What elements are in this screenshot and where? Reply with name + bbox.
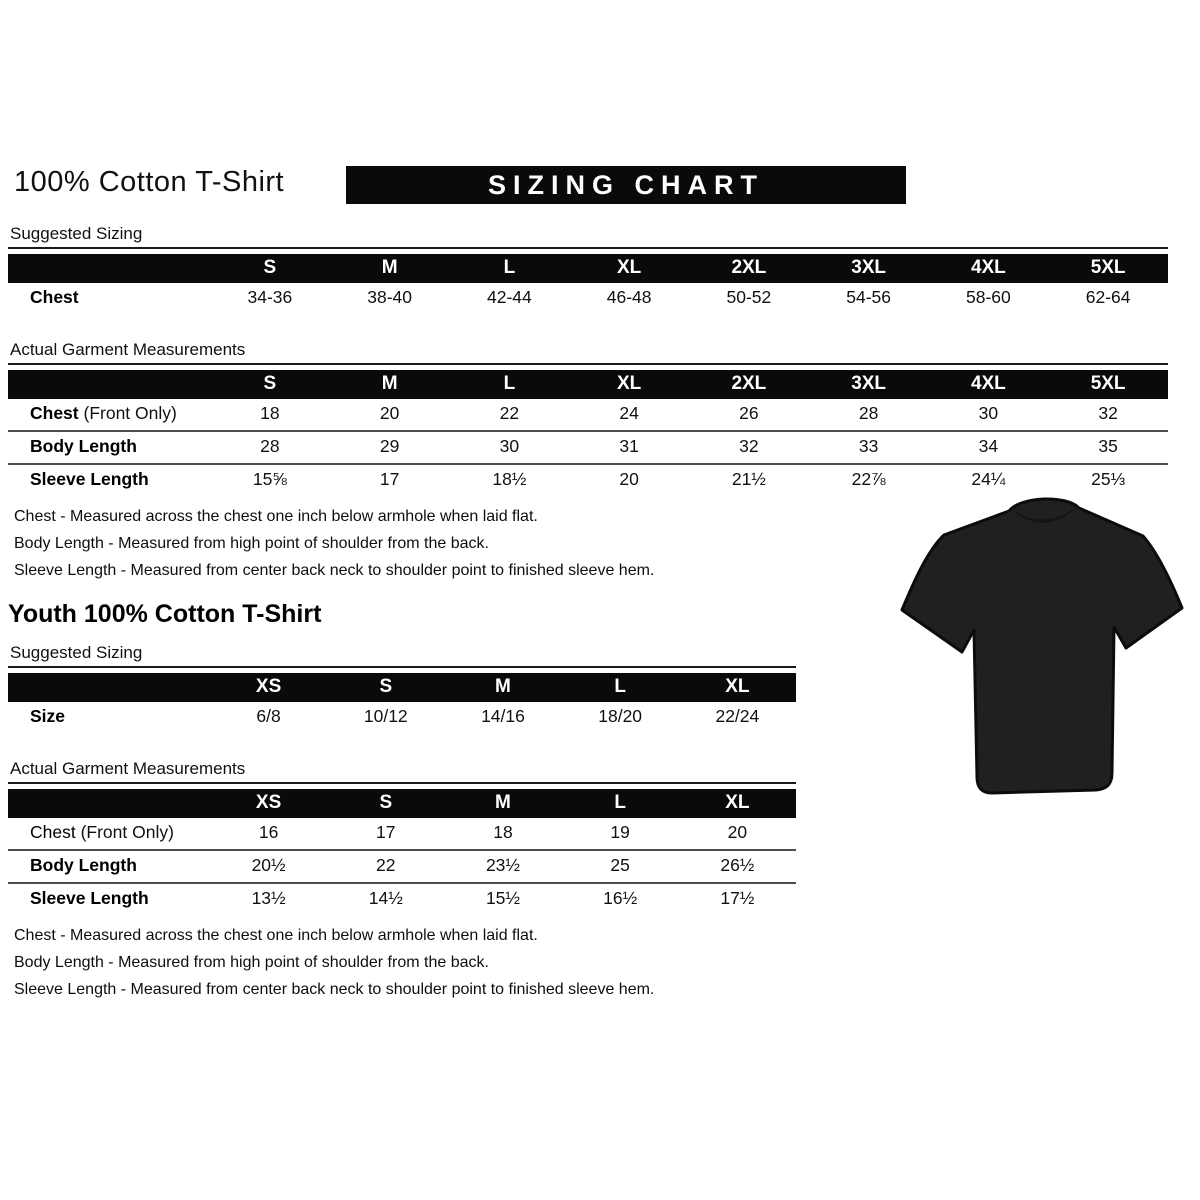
youth-section-title: Youth 100% Cotton T-Shirt	[8, 600, 322, 628]
adult-suggested-header-row	[8, 254, 1168, 283]
table-cell: 17	[330, 464, 450, 496]
row-label: Body Length	[8, 431, 210, 464]
sizing-chart-banner	[346, 166, 906, 204]
adult-suggested-sizing-table	[8, 254, 1168, 314]
row-label: Size	[30, 706, 66, 726]
table-cell: 34	[929, 431, 1049, 464]
table-cell: 13½	[210, 883, 327, 915]
table-cell: 21½	[689, 464, 809, 496]
note-chest: Chest - Measured across the chest one inch below armhole when laid flat.	[14, 508, 538, 525]
table-cell: 15½	[444, 883, 561, 915]
row-label: Chest	[30, 287, 79, 307]
size-column-header: 4XL	[929, 254, 1049, 283]
table-cell: 18	[260, 403, 280, 423]
table-cell: 30	[978, 403, 999, 423]
adult-actual-header-row	[8, 370, 1168, 399]
table-cell: 28	[210, 431, 330, 464]
size-column-header: L	[450, 370, 570, 399]
table-cell: 17½	[679, 883, 796, 915]
table-cell: 20	[569, 464, 689, 496]
size-column-header: XL	[569, 254, 689, 283]
table-cell: 14/16	[481, 706, 525, 726]
table-cell: 14½	[327, 883, 444, 915]
table-row	[8, 883, 796, 915]
size-column-header: 2XL	[689, 370, 809, 399]
table-cell: 20½	[210, 850, 327, 883]
size-column-header: XL	[679, 673, 796, 702]
tshirt-product-image	[893, 477, 1193, 807]
table-cell: 17	[376, 822, 396, 842]
size-column-header: S	[210, 370, 330, 399]
table-cell: 23½	[444, 850, 561, 883]
header-spacer-cell	[8, 370, 210, 399]
sizing-chart-banner-text: SIZING CHART	[488, 169, 764, 200]
size-column-header: XL	[569, 370, 689, 399]
size-column-header: L	[562, 789, 679, 818]
size-column-header: 4XL	[929, 370, 1049, 399]
table-row	[8, 702, 796, 733]
table-cell: 24	[619, 403, 639, 423]
table-cell: 16½	[562, 883, 679, 915]
table-row	[8, 431, 1168, 464]
table-cell: 46-48	[606, 287, 652, 307]
row-label: Sleeve Length	[8, 883, 210, 915]
youth-actual-measurements-table	[8, 789, 796, 915]
table-cell: 18	[493, 822, 513, 842]
note-sleeve-length: Sleeve Length - Measured from center back neck to shoulder point to finished sleeve hem.	[14, 981, 655, 998]
size-column-header: S	[210, 254, 330, 283]
table-cell: 42-44	[486, 287, 532, 307]
note-chest: Chest - Measured across the chest one inch below armhole when laid flat.	[14, 927, 538, 944]
table-row	[8, 850, 796, 883]
table-cell: 16	[258, 822, 279, 842]
header-spacer-cell	[8, 673, 210, 702]
note-body-length: Body Length - Measured from high point of shoulder from the back.	[14, 954, 489, 971]
table-row	[8, 818, 796, 850]
table-cell: 35	[1048, 431, 1168, 464]
black-tshirt-icon	[893, 477, 1193, 807]
row-label: Chest (Front Only)	[30, 403, 177, 423]
table-cell: 29	[330, 431, 450, 464]
size-column-header: M	[444, 789, 561, 818]
table-row	[8, 399, 1168, 431]
table-cell: 18/20	[598, 706, 643, 726]
size-column-header: 2XL	[689, 254, 809, 283]
note-sleeve-length: Sleeve Length - Measured from center back neck to shoulder point to finished sleeve hem.	[14, 562, 655, 579]
size-column-header: L	[562, 673, 679, 702]
page-title: 100% Cotton T-Shirt	[14, 166, 285, 198]
size-column-header: XL	[679, 789, 796, 818]
youth-suggested-sizing-label: Suggested Sizing	[8, 643, 796, 668]
table-cell: 32	[1098, 403, 1118, 423]
table-cell: 22/24	[715, 706, 760, 726]
table-cell: 20	[727, 822, 748, 842]
table-cell: 50-52	[726, 287, 772, 307]
header-spacer-cell	[8, 254, 210, 283]
size-column-header: S	[327, 789, 444, 818]
table-cell: 24¼	[929, 464, 1049, 496]
row-label: Chest (Front Only)	[30, 822, 174, 842]
size-column-header: XS	[210, 789, 327, 818]
youth-suggested-sizing-table	[8, 673, 796, 733]
size-column-header: L	[450, 254, 570, 283]
row-label: Body Length	[8, 850, 210, 883]
table-cell: 62-64	[1085, 287, 1131, 307]
table-cell: 6/8	[256, 706, 281, 726]
size-column-header: 5XL	[1048, 254, 1168, 283]
table-cell: 10/12	[363, 706, 408, 726]
table-cell: 26½	[679, 850, 796, 883]
table-cell: 33	[809, 431, 929, 464]
size-column-header: M	[330, 254, 450, 283]
size-column-header: 5XL	[1048, 370, 1168, 399]
table-cell: 32	[689, 431, 809, 464]
table-cell: 22⅞	[809, 464, 929, 496]
youth-suggested-header-row	[8, 673, 796, 702]
table-cell: 22	[499, 403, 520, 423]
row-label: Sleeve Length	[8, 464, 210, 496]
youth-actual-measurements-label: Actual Garment Measurements	[8, 759, 796, 784]
table-cell: 54-56	[846, 287, 891, 307]
header-spacer-cell	[8, 789, 210, 818]
size-column-header: M	[444, 673, 561, 702]
size-column-header: S	[327, 673, 444, 702]
youth-measurement-notes	[8, 927, 1200, 999]
header-row	[8, 166, 1200, 210]
size-column-header: M	[330, 370, 450, 399]
table-row	[8, 283, 1168, 314]
table-cell: 15⅝	[210, 464, 330, 496]
table-cell: 20	[379, 403, 400, 423]
size-column-header: XS	[210, 673, 327, 702]
table-cell: 22	[327, 850, 444, 883]
adult-suggested-sizing-label: Suggested Sizing	[8, 224, 1168, 249]
note-body-length: Body Length - Measured from high point of shoulder from the back.	[14, 535, 489, 552]
table-cell: 30	[450, 431, 570, 464]
adult-actual-measurements-label: Actual Garment Measurements	[8, 340, 1168, 365]
table-cell: 28	[858, 403, 879, 423]
table-cell: 26	[739, 403, 759, 423]
size-column-header: 3XL	[809, 254, 929, 283]
table-cell: 19	[610, 822, 630, 842]
table-cell: 25⅓	[1048, 464, 1168, 496]
table-cell: 34-36	[247, 287, 293, 307]
youth-actual-header-row	[8, 789, 796, 818]
size-column-header: 3XL	[809, 370, 929, 399]
table-cell: 38-40	[367, 287, 412, 307]
table-cell: 58-60	[965, 287, 1011, 307]
table-cell: 25	[562, 850, 679, 883]
table-cell: 31	[569, 431, 689, 464]
table-cell: 18½	[450, 464, 570, 496]
